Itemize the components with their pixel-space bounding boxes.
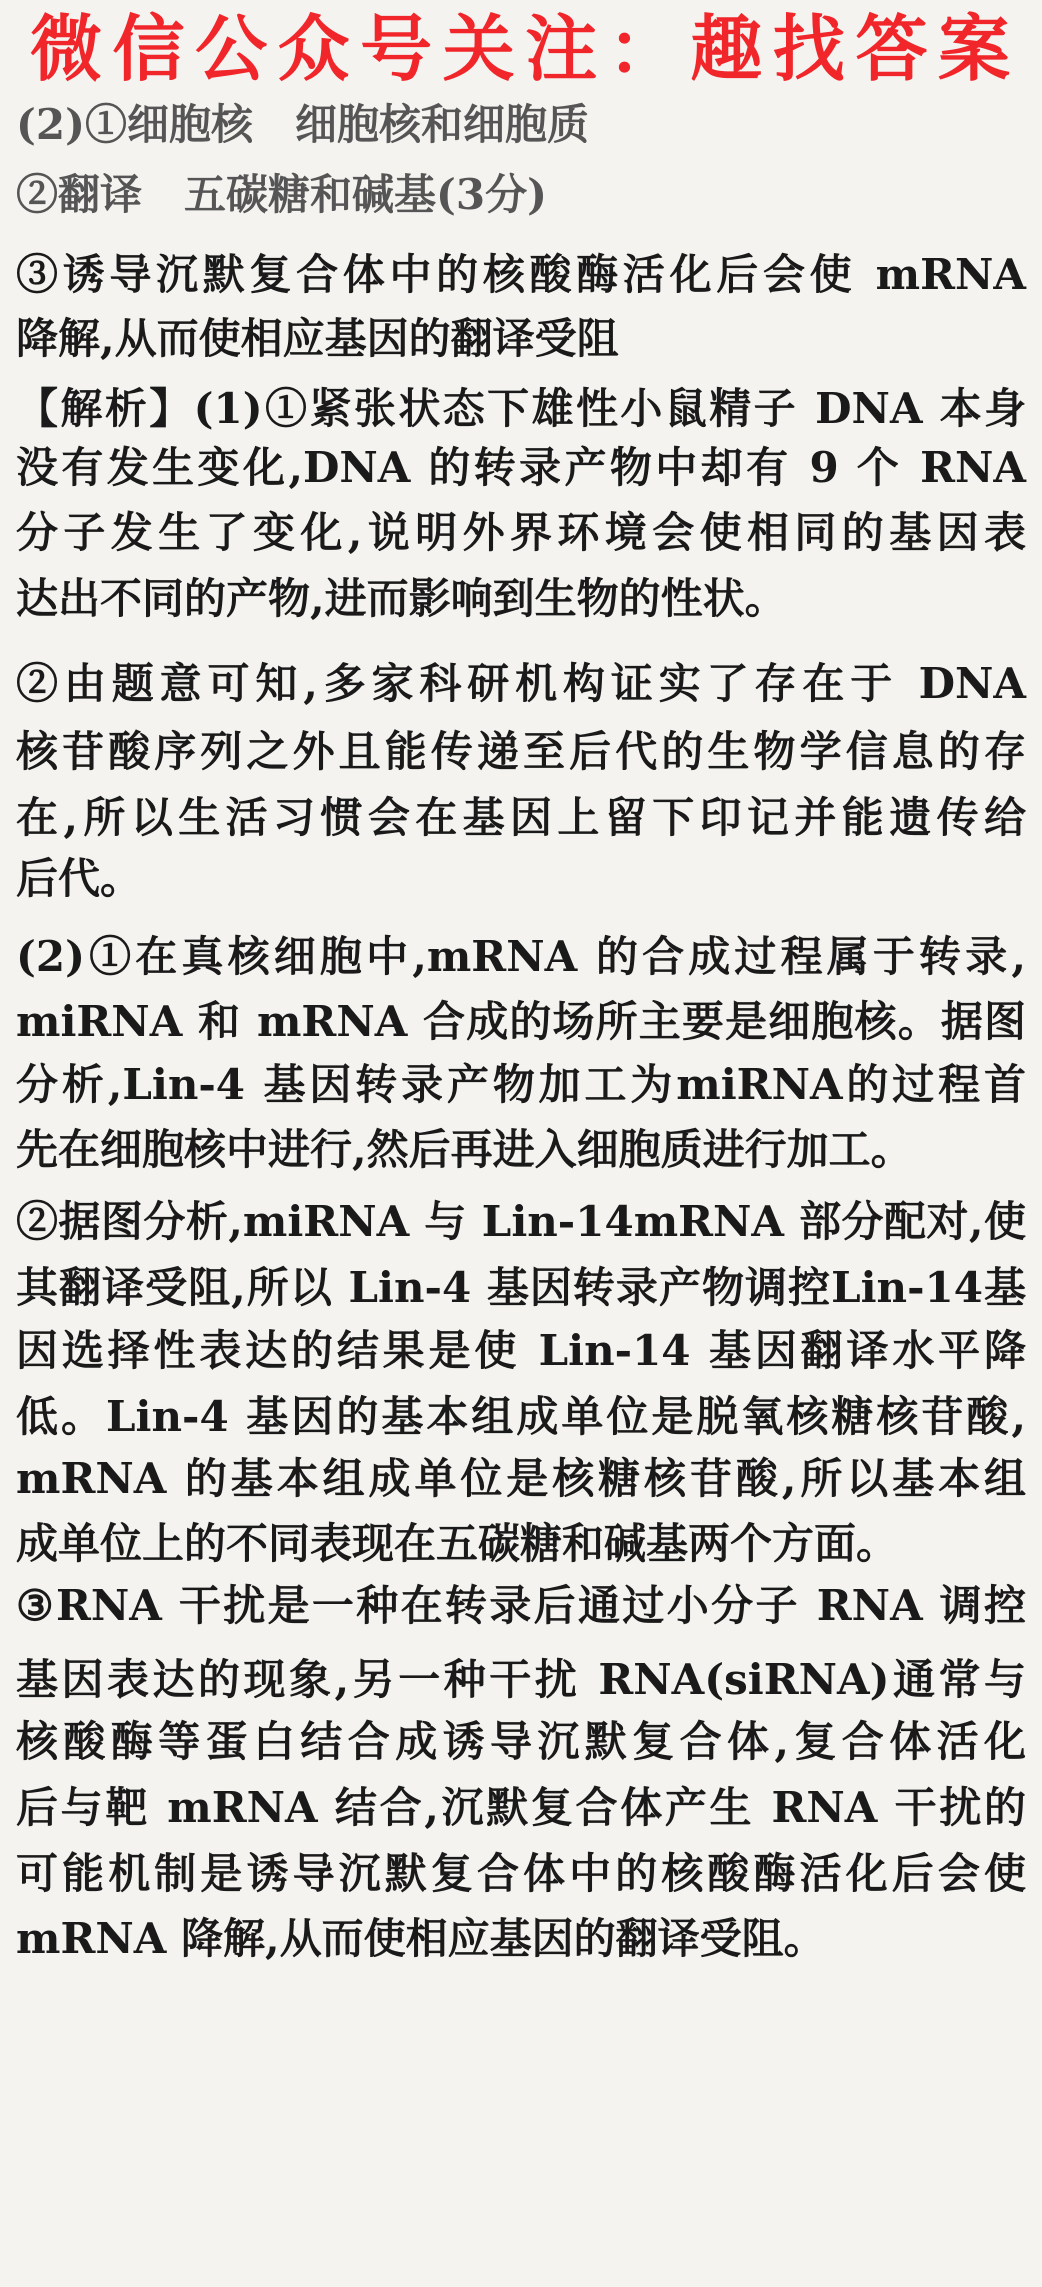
- text-line: 可能机制是诱导沉默复合体中的核酸酶活化后会使: [16, 1849, 1026, 1898]
- text-line: (2)①细胞核 细胞核和细胞质: [16, 100, 589, 149]
- text-line: ③诱导沉默复合体中的核酸酶活化后会使 mRNA: [16, 250, 1026, 299]
- text-line: miRNA 和 mRNA 合成的场所主要是细胞核。据图: [16, 997, 1026, 1046]
- text-line: mRNA 的基本组成单位是核糖核苷酸,所以基本组: [16, 1454, 1026, 1503]
- text-line: 先在细胞核中进行,然后再进入细胞质进行加工。: [16, 1125, 913, 1174]
- text-line: ②据图分析,miRNA 与 Lin-14mRNA 部分配对,使: [16, 1197, 1026, 1246]
- text-line: 没有发生变化,DNA 的转录产物中却有 9 个 RNA: [16, 443, 1026, 492]
- text-line: ②由题意可知,多家科研机构证实了存在于 DNA: [16, 659, 1026, 708]
- text-line: 降解,从而使相应基因的翻译受阻: [16, 314, 619, 363]
- text-line: 在,所以生活习惯会在基因上留下印记并能遗传给: [16, 793, 1026, 842]
- watermark-banner: 微信公众号关注：趣找答案: [30, 7, 1010, 91]
- text-line: 【解析】(1)①紧张状态下雄性小鼠精子 DNA 本身: [16, 384, 1026, 433]
- text-line: 后与靶 mRNA 结合,沉默复合体产生 RNA 干扰的: [16, 1783, 1026, 1832]
- text-line: 基因表达的现象,另一种干扰 RNA(siRNA)通常与: [16, 1655, 1026, 1704]
- text-line: mRNA 降解,从而使相应基因的翻译受阻。: [16, 1914, 826, 1963]
- text-line: 分子发生了变化,说明外界环境会使相同的基因表: [16, 508, 1026, 557]
- text-line: 后代。: [16, 854, 143, 903]
- text-line: ③RNA 干扰是一种在转录后通过小分子 RNA 调控: [16, 1581, 1026, 1630]
- text-line: 核苷酸序列之外且能传递至后代的生物学信息的存: [16, 727, 1026, 776]
- text-line: 达出不同的产物,进而影响到生物的性状。: [16, 574, 787, 623]
- text-line: 其翻译受阻,所以 Lin-4 基因转录产物调控Lin-14基: [16, 1263, 1026, 1312]
- text-line: 低。Lin-4 基因的基本组成单位是脱氧核糖核苷酸,: [16, 1392, 1026, 1441]
- text-line: 核酸酶等蛋白结合成诱导沉默复合体,复合体活化: [16, 1717, 1026, 1766]
- text-line: 分析,Lin-4 基因转录产物加工为miRNA的过程首: [16, 1060, 1026, 1109]
- text-line: ②翻译 五碳糖和碱基(3分): [16, 170, 547, 219]
- text-line: (2)①在真核细胞中,mRNA 的合成过程属于转录,: [16, 932, 1026, 981]
- text-line: 成单位上的不同表现在五碳糖和碱基两个方面。: [16, 1519, 899, 1568]
- text-line: 因选择性表达的结果是使 Lin-14 基因翻译水平降: [16, 1326, 1026, 1375]
